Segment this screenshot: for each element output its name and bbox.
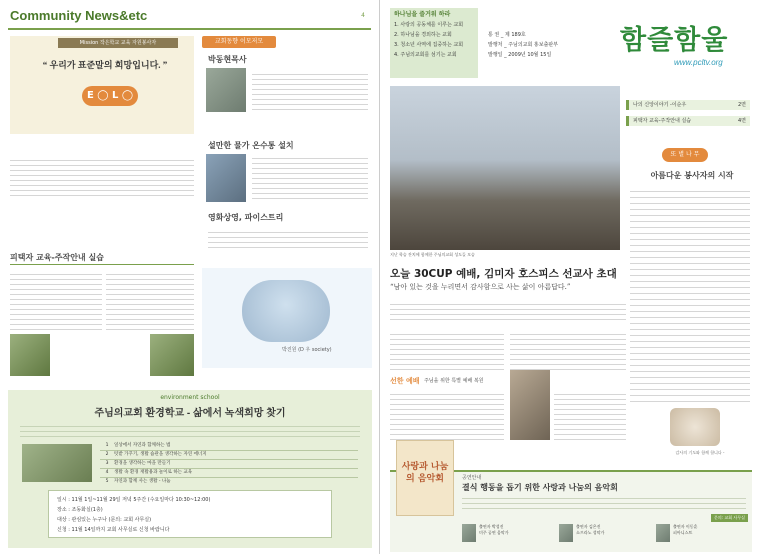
table-row (100, 451, 358, 460)
headline: 오늘 30CUP 예배, 김미자 호스피스 선교사 초대 (390, 268, 617, 280)
header-title: Community News&etc (10, 8, 148, 23)
vision-item: 4. 주님의교회를 섬기는 교회 (394, 52, 457, 58)
intro-text (10, 156, 194, 196)
toc-label: 피택자 교육-주작안내 실습 (633, 118, 692, 124)
performer-name: 출연자 김은진 (576, 524, 601, 529)
eloc-badge: E ◯ L ◯ (82, 86, 138, 106)
performer-name: 출연자 박성진 (479, 524, 504, 529)
performer (559, 524, 649, 542)
performer (462, 524, 552, 542)
vision-item: 3. 청소년 사역에 집중하는 교회 (394, 42, 464, 48)
table-row (100, 478, 358, 486)
performer-desc: 소프라노 성악가 (576, 530, 605, 535)
performer-desc: 피아니스트 (673, 530, 693, 535)
table-cell-text: 자연과 함께 사는 생활 - 나눔 (114, 479, 171, 484)
env-course-table (100, 442, 358, 486)
masthead: 함즐함울 (620, 25, 729, 56)
main-group-photo (390, 86, 620, 250)
pastor-photo (206, 68, 246, 112)
toc (626, 100, 750, 126)
concert-corner: 문의: 교회 사무실 (711, 514, 748, 522)
table-cell-text: 생활 속 환경 재활용과 놀이로 하는 교육 (114, 470, 193, 475)
vision-item: 1. 사랑의 공동체를 이루는 교회 (394, 22, 464, 28)
toc-item[interactable] (626, 100, 750, 110)
banner-quote: “ 우리가 표준말의 희망입니다. ” (42, 60, 168, 70)
education-photo-1 (10, 334, 50, 376)
headline-text-col1 (390, 330, 504, 370)
second-section-sub: 주님을 위한 특별 예배 복원 (424, 378, 484, 384)
table-cell-text: 텃밭 가꾸기, 생활 습관을 생각하는 자연 에너지 (114, 452, 207, 457)
second-section-text-2 (554, 390, 626, 440)
toc-label: 나의 신앙이야기 -이순우 (633, 102, 687, 108)
table-cell-no: 1 (105, 443, 109, 448)
schedule-box (48, 490, 332, 538)
publish-line: 통 권 _ 제 189호 (488, 32, 526, 38)
schedule-line: 일시 : 11월 1일~11월 29일 저녁 5주간 (수요일마다 10:30~12:00) (57, 497, 211, 503)
church-news-column (202, 36, 372, 258)
performer-photo (559, 524, 573, 542)
community-header (8, 6, 371, 30)
fellowship-title: 영화상영, 파이스트리 (208, 213, 284, 222)
main-photo-caption: 지난 학습 잔치에 함께한 주님의교회 성도들 모습 (390, 252, 475, 257)
column-title: 아름다운 봉사자의 시작 (650, 170, 734, 180)
column-tag: 또 별 나 무 (662, 148, 708, 162)
performer (656, 524, 746, 542)
banner-caption: Mission 작은학교 교육 자원봉사자 (58, 38, 178, 48)
schedule-line: 장소 : 조동화실(1층) (57, 507, 103, 513)
toc-item[interactable] (626, 116, 750, 126)
table-cell-no: 3 (105, 461, 109, 466)
concert-label: 공연안내 (462, 475, 482, 481)
education-text-2 (106, 270, 194, 330)
education-photo-2 (150, 334, 194, 376)
education-title: 피택자 교육-주작안내 실습 (10, 253, 104, 262)
second-section-text (390, 390, 504, 440)
left-page (0, 0, 379, 554)
schedule-line: 대상 : 관심있는 누구나 (문의: 교회 사무실) (57, 517, 152, 523)
table-cell-no: 4 (105, 470, 109, 475)
second-section-photo (510, 370, 550, 440)
performer-photo (656, 524, 670, 542)
performer-desc: 미주 공연 음악가 (479, 530, 509, 535)
table-cell-text: 일상에서 자연과 함께하는 법 (114, 443, 171, 448)
person-text (252, 70, 368, 110)
education-underline (10, 264, 194, 265)
env-photo (22, 444, 92, 482)
env-school-label: environment school (160, 394, 220, 401)
concert-text (462, 494, 746, 510)
concert-box (390, 462, 752, 552)
concert-title: 결식 행동을 돕기 위한 사랑과 나눔의 음악회 (462, 483, 618, 492)
toc-page: 2면 (737, 102, 746, 108)
performer-name: 출연자 이동훈 (673, 524, 698, 529)
person-title: 박동현목사 (208, 55, 247, 64)
hand-illustration (242, 280, 330, 342)
right-page (380, 0, 760, 554)
table-cell-no: 2 (105, 452, 109, 457)
table-row (100, 460, 358, 469)
second-section-title: 선한 예배 (390, 377, 420, 385)
contest-photo (206, 154, 246, 202)
publish-info (488, 30, 598, 60)
env-school-box (8, 390, 372, 548)
table-cell-no: 5 (105, 479, 109, 484)
table-row (100, 469, 358, 478)
toc-page: 4면 (737, 118, 746, 124)
subheadline: “남아 있는 것을 누리면서 감사함으로 사는 삶이 아름답다.” (390, 283, 571, 291)
vision-box (390, 8, 478, 78)
church-news-header: 교회동향 이모저모 (202, 36, 276, 48)
concert-book (396, 440, 454, 516)
vision-title: 하나님을 즐거워 하라 (394, 11, 451, 18)
sign-photo-area (202, 268, 372, 368)
publish-line: 발행처 _ 주님의교회 홍보출판부 (488, 42, 559, 48)
column-credit: 감사의 기도와 함께 합니다 - (675, 450, 725, 455)
performer-photo (462, 524, 476, 542)
contest-title: 설만한 물가 온수통 설치 (208, 141, 294, 150)
sign-photo-caption: 박진원 (D 우 society) (282, 347, 332, 353)
vision-item: 2. 하나님을 경외하는 교회 (394, 32, 452, 38)
headline-text-col2 (510, 330, 626, 370)
table-row (100, 442, 358, 451)
publish-line: 발행일 _ 2009년 10월 15일 (488, 52, 552, 58)
table-cell-text: 환경을 생각하는 마을 만들기 (114, 461, 171, 466)
fellowship-text (208, 228, 368, 252)
education-text-1 (10, 270, 102, 330)
contest-text (252, 154, 368, 200)
quote-banner (10, 36, 194, 134)
concert-book-title: 사랑과 나눔의 음악회 (401, 462, 449, 484)
env-school-intro (20, 422, 360, 438)
headline-text (390, 300, 626, 324)
page-number: 4 (361, 12, 365, 19)
performer-list (462, 524, 746, 542)
column-illustration (670, 408, 720, 446)
env-school-title: 주님의교회 환경학교 - 삶에서 녹색희망 찾기 (94, 408, 286, 419)
schedule-line: 신청 : 11월 14일까지 교회 사무실로 신청 바랍니다 (57, 527, 170, 533)
website[interactable]: www.pcltv.org (674, 58, 723, 67)
column-text (630, 186, 750, 406)
